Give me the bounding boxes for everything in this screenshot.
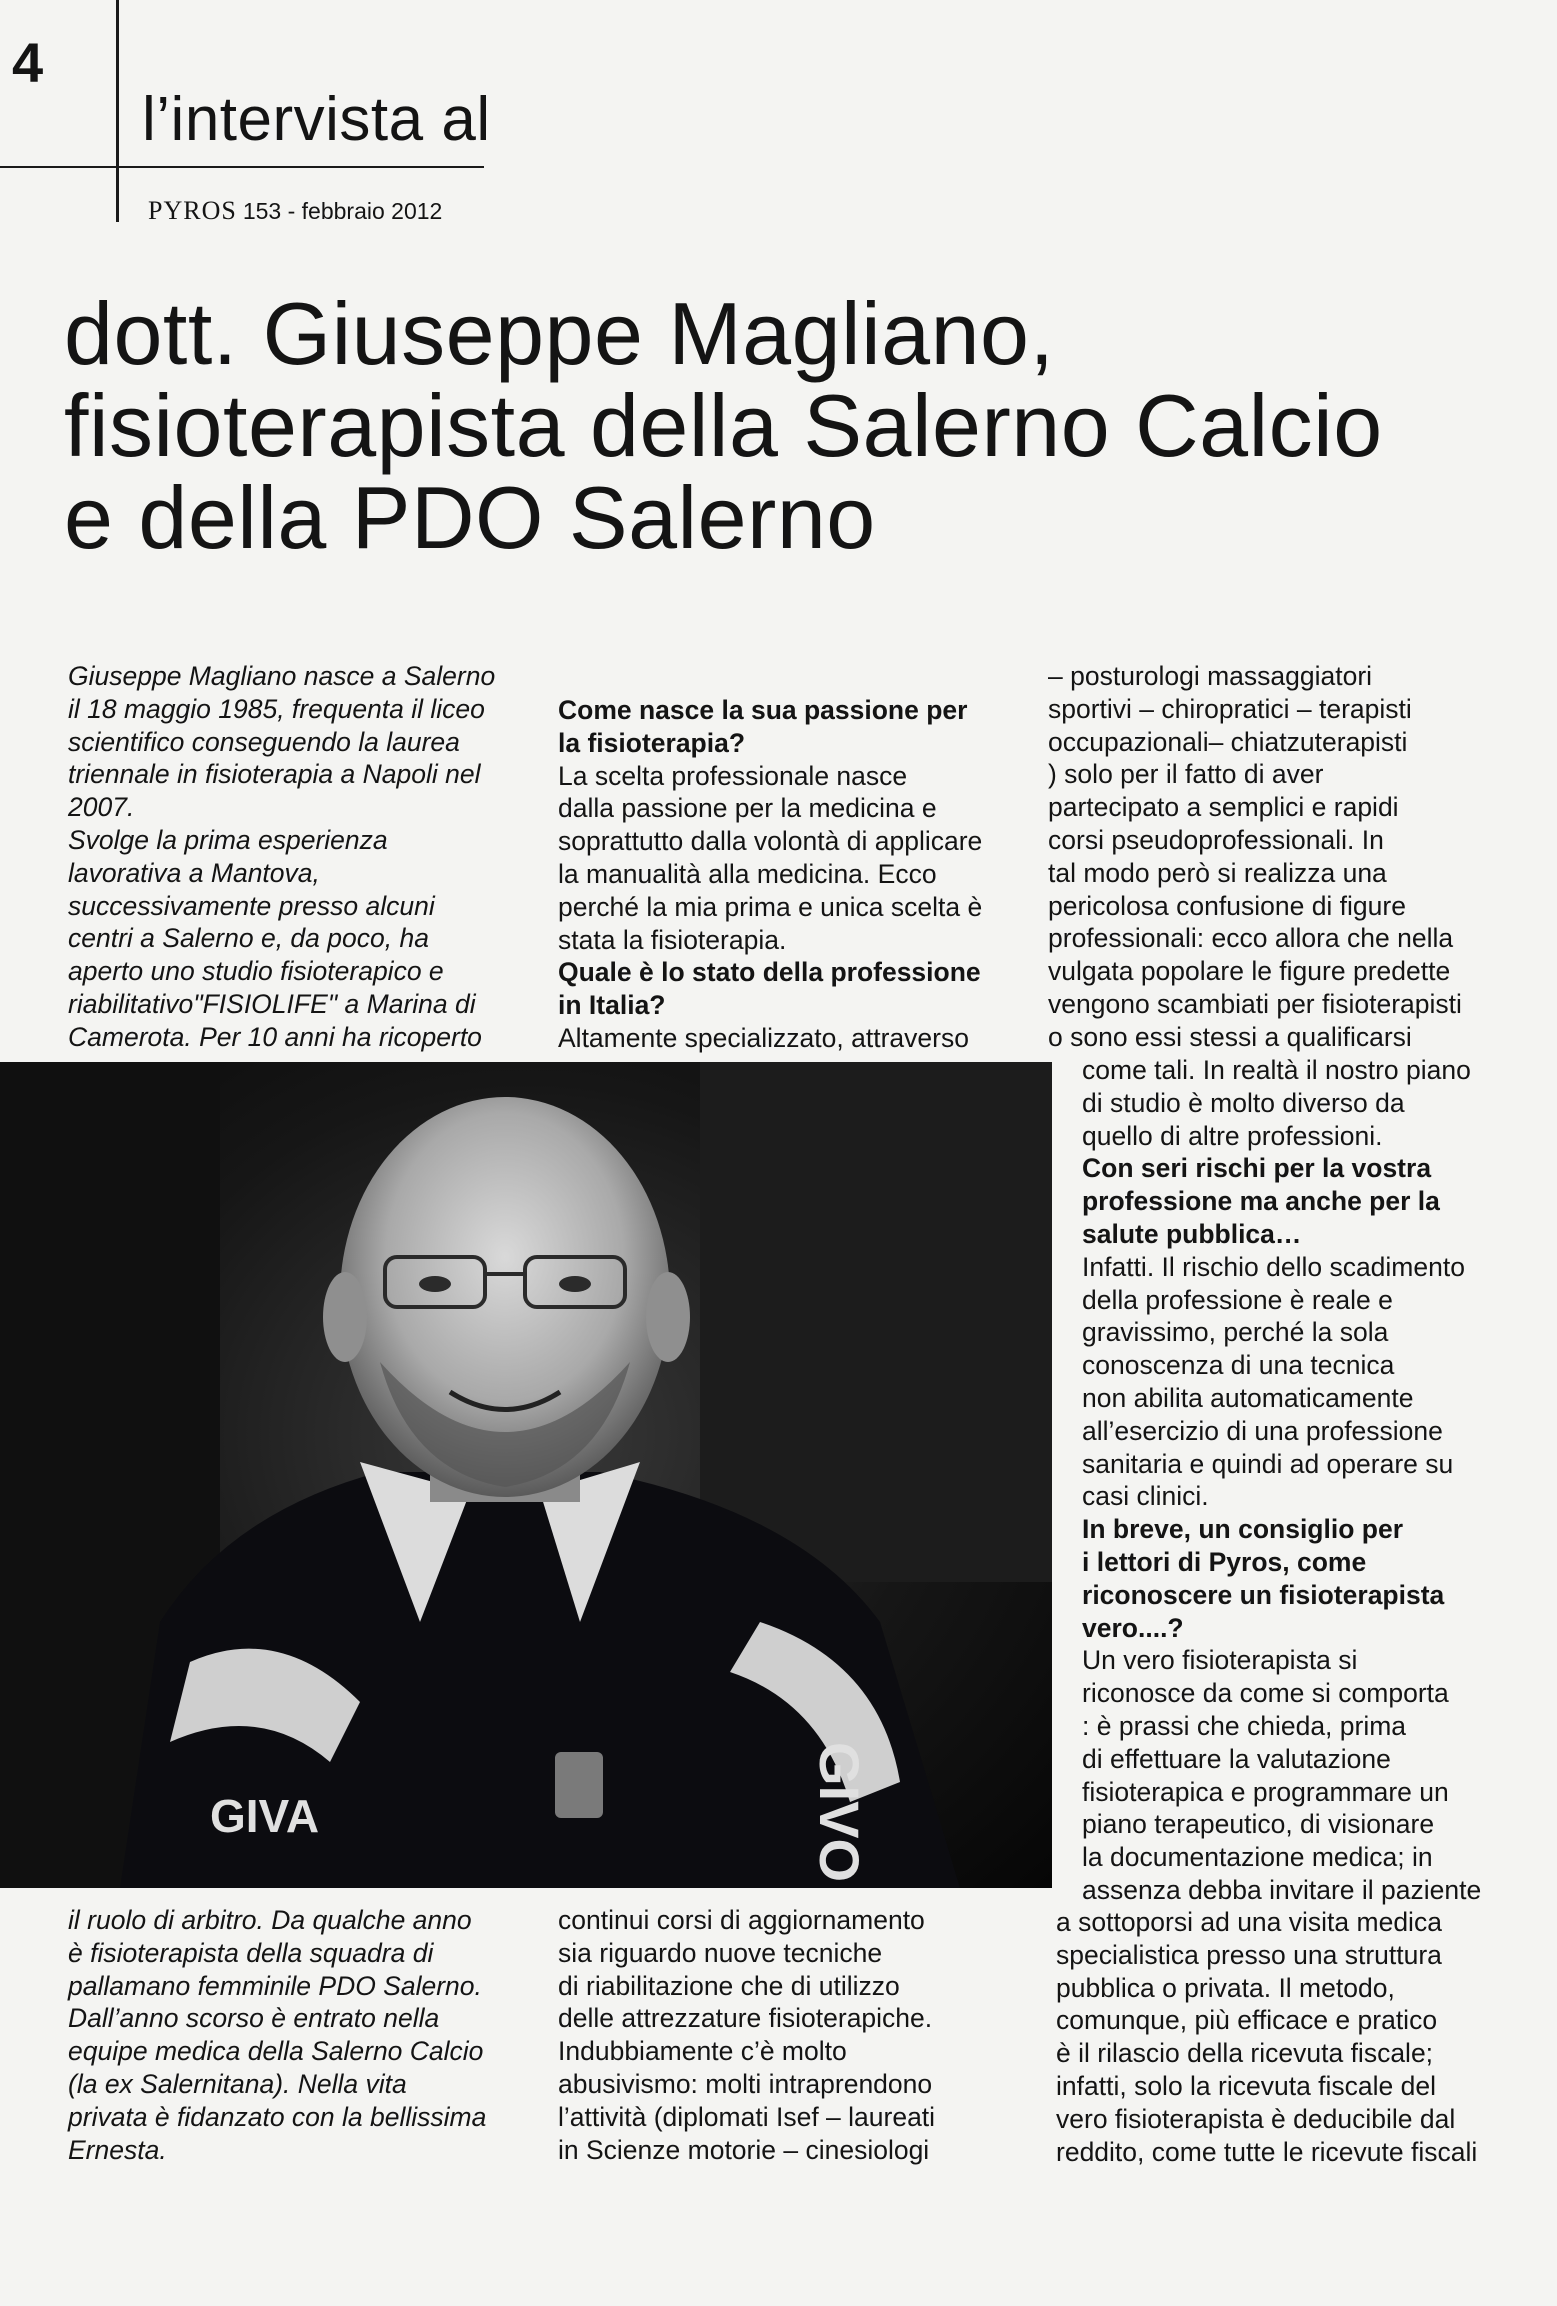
text-line: o sono essi stessi a qualificarsi (1048, 1021, 1412, 1052)
text-line: la documentazione medica; in (1082, 1842, 1433, 1873)
question-line: Come nasce la sua passione per (558, 695, 968, 725)
text-line: continui corsi di aggiornamento (558, 1905, 925, 1935)
question-line: In breve, un consiglio per (1082, 1514, 1404, 1545)
question-line: salute pubblica… (1082, 1218, 1302, 1249)
issue-line (148, 196, 442, 226)
interview-column-3-a (1048, 660, 1548, 1054)
text-line: vulgata popolare le figure predette (1048, 956, 1451, 987)
text-line: pubblica o privata. Il metodo, (1056, 1972, 1395, 2003)
text-line: riconosce da come si comporta (1082, 1678, 1449, 1709)
text-line: conoscenza di una tecnica (1082, 1350, 1395, 1381)
jersey-logo-text: GIVA (210, 1790, 320, 1842)
text-line: Giuseppe Magliano nasce a Salerno (68, 661, 496, 691)
text-line: soprattutto dalla volontà di applicare (558, 826, 983, 857)
text-line: La scelta professionale nasce (558, 760, 908, 791)
text-line: della professione è reale e (1082, 1284, 1393, 1315)
text-line: gravissimo, perché la sola (1082, 1317, 1389, 1348)
text-line: l’attività (diplomati Isef – laureati (558, 2101, 936, 2132)
text-line: pallamano femminile PDO Salerno. (68, 1970, 482, 2001)
text-line: reddito, come tutte le ricevute fiscali (1056, 2136, 1478, 2167)
text-line: scientifico conseguendo la laurea (68, 726, 460, 757)
text-line: 2007. (68, 792, 135, 823)
header-vertical-rule (116, 0, 119, 222)
text-line: assenza debba invitare il paziente (1082, 1874, 1482, 1905)
text-line: Svolge la prima esperienza (68, 824, 388, 855)
text-line: Indubbiamente c’è molto (558, 2036, 847, 2067)
interview-column-2-bottom (558, 1904, 1028, 2166)
bio-column-top (68, 660, 528, 1054)
text-line: fisioterapica e programmare un (1082, 1776, 1449, 1807)
title-line: fisioterapista della Salerno Calcio (64, 376, 1383, 475)
text-line: di effettuare la valutazione (1082, 1743, 1391, 1774)
question-line: in Italia? (558, 990, 666, 1021)
text-line: sportivi – chiropratici – terapisti (1048, 693, 1412, 724)
text-line: a sottoporsi ad una visita medica (1056, 1907, 1442, 1937)
question-line: riconoscere un fisioterapista (1082, 1579, 1445, 1610)
jersey-side-text: GIVO (808, 1742, 871, 1883)
interview-column-2-top (558, 694, 1028, 1055)
text-line: delle attrezzature fisioterapiche. (558, 2003, 933, 2034)
text-line: aperto uno studio fisioterapico e (68, 956, 444, 987)
question-line: Quale è lo stato della professione (558, 957, 981, 988)
text-line: partecipato a semplici e rapidi (1048, 792, 1399, 823)
question-line: vero....? (1082, 1612, 1184, 1643)
text-line: il ruolo di arbitro. Da qualche anno (68, 1905, 472, 1935)
question-line: la fisioterapia? (558, 727, 746, 758)
text-line: Camerota. Per 10 anni ha ricoperto (68, 1021, 482, 1052)
interview-column-3-b (1082, 1054, 1557, 1907)
text-line: in Scienze motorie – cinesiologi (558, 2134, 930, 2165)
text-line: quello di altre professioni. (1082, 1120, 1383, 1151)
text-line: piano terapeutico, di visionare (1082, 1809, 1435, 1840)
text-line: non abilita automaticamente (1082, 1382, 1414, 1413)
title-line: dott. Giuseppe Magliano, (64, 284, 1055, 383)
text-line: di riabilitazione che di utilizzo (558, 1970, 900, 2001)
text-line: Dall’anno scorso è entrato nella (68, 2003, 440, 2034)
article-title (64, 284, 1524, 567)
text-line: è fisioterapista della squadra di (68, 1937, 434, 1968)
page-number: 4 (12, 31, 44, 94)
text-line: è il rilascio della ricevuta fiscale; (1056, 2038, 1434, 2069)
text-line: centri a Salerno e, da poco, ha (68, 923, 429, 954)
text-line: corsi pseudoprofessionali. In (1048, 824, 1384, 855)
text-line: vengono scambiati per fisioterapisti (1048, 988, 1462, 1019)
bio-column-bottom (68, 1904, 528, 2166)
title-line: e della PDO Salerno (64, 468, 876, 567)
text-line: di studio è molto diverso da (1082, 1087, 1405, 1118)
header-horizontal-rule (0, 166, 484, 168)
text-line: equipe medica della Salerno Calcio (68, 2036, 484, 2067)
text-line: successivamente presso alcuni (68, 890, 435, 921)
text-line: dalla passione per la medicina e (558, 793, 937, 824)
text-line: privata è fidanzato con la bellissima (68, 2101, 487, 2132)
text-line: professionali: ecco allora che nella (1048, 923, 1454, 954)
text-line: Altamente specializzato, attraverso (558, 1022, 969, 1053)
question-line: professione ma anche per la (1082, 1186, 1440, 1217)
text-line: perché la mia prima e unica scelta è (558, 891, 983, 922)
question-line: i lettori di Pyros, come (1082, 1546, 1367, 1577)
text-line: comunque, più efficace e pratico (1056, 2005, 1438, 2036)
text-line: vero fisioterapista è deducibile dal (1056, 2103, 1456, 2134)
text-line: come tali. In realtà il nostro piano (1082, 1055, 1471, 1085)
portrait-illustration (0, 1062, 1052, 1888)
text-line: stata la fisioterapia. (558, 924, 787, 955)
text-line: il 18 maggio 1985, frequenta il liceo (68, 693, 485, 724)
text-line: riabilitativo"FISIOLIFE" a Marina di (68, 988, 476, 1019)
text-line: specialistica presso una struttura (1056, 1939, 1442, 1970)
portrait-photo (0, 1062, 1052, 1888)
text-line: infatti, solo la ricevuta fiscale del (1056, 2070, 1437, 2101)
section-title: l’intervista al (142, 85, 491, 154)
text-line: : è prassi che chieda, prima (1082, 1710, 1407, 1741)
text-line: tal modo però si realizza una (1048, 857, 1387, 888)
magazine-brand: PYROS (148, 196, 237, 225)
text-line: abusivismo: molti intraprendono (558, 2068, 933, 2099)
text-line: lavorativa a Mantova, (68, 857, 320, 888)
text-line: pericolosa confusione di figure (1048, 890, 1406, 921)
text-line: la manualità alla medicina. Ecco (558, 858, 937, 889)
text-line: ) solo per il fatto di aver (1048, 759, 1324, 790)
text-line: sia riguardo nuove tecniche (558, 1937, 883, 1968)
text-line: Ernesta. (68, 2134, 167, 2165)
text-line: Infatti. Il rischio dello scadimento (1082, 1251, 1465, 1282)
text-line: occupazionali– chiatzuterapisti (1048, 726, 1408, 757)
text-line: Un vero fisioterapista si (1082, 1645, 1358, 1676)
text-line: (la ex Salernitana). Nella vita (68, 2068, 407, 2099)
text-line: triennale in fisioterapia a Napoli nel (68, 759, 481, 790)
text-line: sanitaria e quindi ad operare su (1082, 1448, 1454, 1479)
issue-info: 153 - febbraio 2012 (242, 198, 443, 224)
interview-column-3-c (1056, 1906, 1556, 2168)
text-line: casi clinici. (1082, 1481, 1209, 1512)
text-line: all’esercizio di una professione (1082, 1415, 1443, 1446)
question-line: Con seri rischi per la vostra (1082, 1153, 1432, 1184)
text-line: – posturologi massaggiatori (1048, 661, 1373, 691)
